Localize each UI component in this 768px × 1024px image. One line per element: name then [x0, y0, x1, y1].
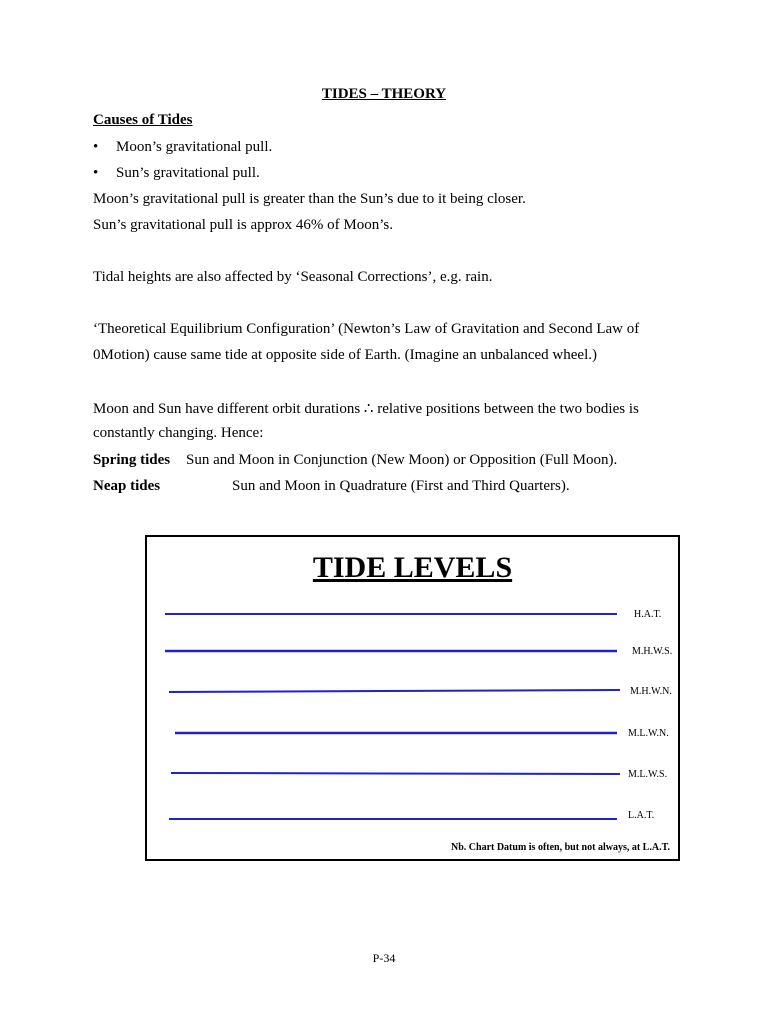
- paragraph-text: Sun’s gravitational pull is approx 46% of Moon’s.: [93, 217, 393, 233]
- diagram-title: TIDE LEVELS: [312, 551, 513, 584]
- tide-levels-diagram: [145, 535, 680, 861]
- bullet-text: Moon’s gravitational pull.: [116, 139, 273, 155]
- neap-tides-text: Sun and Moon in Quadrature (First and Third Quarters).: [232, 478, 570, 494]
- bullet-item: [93, 165, 260, 182]
- bullet-icon: •: [93, 139, 99, 155]
- spring-tides-label: Spring tides: [93, 452, 171, 468]
- tide-line-mhwn: [169, 690, 620, 692]
- bullet-text: Sun’s gravitational pull.: [116, 165, 260, 181]
- chart-datum-note: Nb. Chart Datum is often, but not always, at L.A.T.: [451, 842, 670, 853]
- page-title: TIDES – THEORY: [321, 86, 447, 102]
- paragraph-text: Moon’s gravitational pull is greater than the Sun’s due to it being closer.: [93, 191, 526, 207]
- bullet-item: [93, 139, 272, 156]
- bullet-icon: •: [93, 165, 99, 181]
- causes-heading: Causes of Tides: [93, 112, 193, 128]
- tide-level-lines: [147, 537, 678, 859]
- neap-tides-label: Neap tides: [93, 478, 161, 494]
- level-label-mhws: M.H.W.S.: [632, 646, 673, 657]
- level-label-lat: L.A.T.: [628, 810, 655, 821]
- paragraph-text: constantly changing. Hence:: [93, 425, 264, 441]
- spring-tides-text: Sun and Moon in Conjunction (New Moon) or Opposition (Full Moon).: [186, 452, 618, 468]
- level-label-mlwn: M.L.W.N.: [628, 728, 669, 739]
- level-label-mlws: M.L.W.S.: [628, 769, 668, 780]
- page-number: P-34: [372, 951, 396, 965]
- paragraph-text: Tidal heights are also affected by ‘Seasonal Corrections’, e.g. rain.: [93, 269, 493, 285]
- paragraph-text: 0Motion) cause same tide at opposite side of Earth. (Imagine an unbalanced wheel.): [93, 347, 597, 363]
- tide-line-mlws: [171, 773, 620, 774]
- spring-tides-line: [93, 452, 617, 469]
- paragraph-text: ‘Theoretical Equilibrium Configuration’ (Newton’s Law of Gravitation and Second Law of: [93, 321, 640, 337]
- level-label-hat: H.A.T.: [634, 609, 662, 620]
- neap-tides-line: [93, 478, 570, 495]
- level-label-mhwn: M.H.W.N.: [630, 686, 672, 697]
- paragraph-text: Moon and Sun have different orbit durations ∴ relative positions between the two bodies is: [93, 401, 639, 417]
